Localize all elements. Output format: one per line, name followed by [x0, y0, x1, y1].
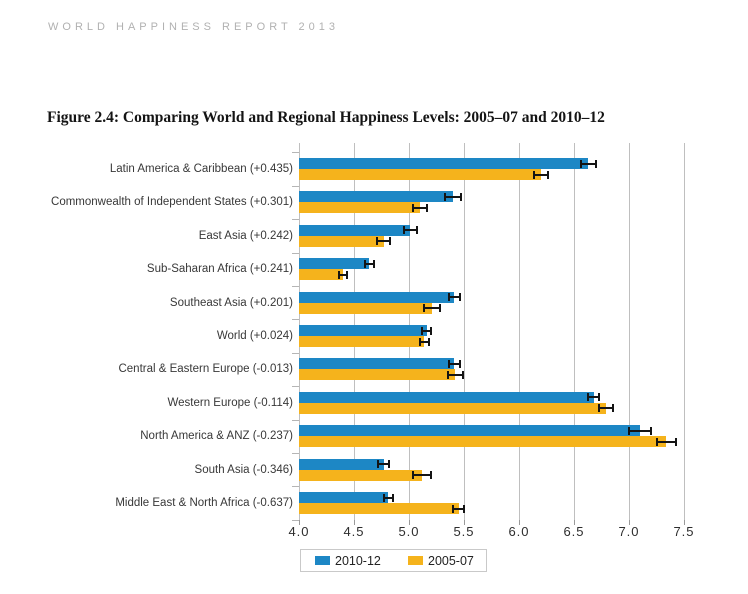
error-bar-cap	[650, 427, 652, 435]
gridline	[519, 143, 520, 520]
bar-2005-07	[299, 436, 666, 447]
category-boundary-tick	[292, 186, 299, 187]
x-axis-tick-label: 5.0	[398, 524, 420, 539]
x-axis-tick-label: 6.0	[508, 524, 530, 539]
legend-label: 2005-07	[428, 553, 474, 568]
category-boundary-tick	[292, 253, 299, 254]
x-axis-tick-label: 7.0	[618, 524, 640, 539]
legend-swatch-2005-07	[408, 556, 423, 565]
legend-item-2010-12	[315, 550, 381, 571]
error-bar-cap	[428, 338, 430, 346]
error-bar-cap	[595, 160, 597, 168]
bar-2005-07	[299, 202, 420, 213]
error-bar-cap	[377, 460, 379, 468]
category-label: World (+0.024)	[216, 330, 293, 342]
x-axis-tick-label: 6.5	[563, 524, 585, 539]
bar-2005-07	[299, 269, 343, 280]
legend-label: 2010-12	[335, 553, 381, 568]
gridline	[464, 143, 465, 520]
error-bar-cap	[392, 494, 394, 502]
error-bar-cap	[463, 505, 465, 513]
category-label: Central & Eastern Europe (-0.013)	[118, 363, 293, 376]
bar-2010-12	[299, 459, 384, 470]
bar-2010-12	[299, 325, 427, 336]
error-bar-cap	[460, 193, 462, 201]
category-label: Sub-Saharan Africa (+0.241)	[146, 263, 293, 276]
error-bar	[599, 407, 612, 409]
error-bar-cap	[587, 393, 589, 401]
gridline	[629, 143, 630, 520]
category-boundary-tick	[292, 152, 299, 153]
error-bar-cap	[462, 371, 464, 379]
error-bar-cap	[388, 460, 390, 468]
error-bar-cap	[439, 304, 441, 312]
category-label: East Asia (+0.242)	[198, 229, 293, 242]
error-bar-cap	[364, 260, 366, 268]
category-label: South Asia (-0.346)	[194, 463, 293, 476]
category-boundary-tick	[292, 453, 299, 454]
error-bar-cap	[423, 304, 425, 312]
error-bar	[534, 174, 547, 176]
error-bar-cap	[338, 271, 340, 279]
bar-2005-07	[299, 236, 384, 247]
bar-2005-07	[299, 470, 422, 481]
category-boundary-tick	[292, 420, 299, 421]
error-bar-cap	[416, 226, 418, 234]
error-bar	[657, 441, 677, 443]
error-bar-cap	[612, 404, 614, 412]
x-axis-tick-label: 5.5	[453, 524, 475, 539]
error-bar	[413, 207, 426, 209]
figure-title: Figure 2.4: Comparing World and Regional Happiness Levels: 2005–07 and 2010–12	[47, 109, 605, 126]
error-bar-cap	[580, 160, 582, 168]
bar-2005-07	[299, 303, 432, 314]
bar-2010-12	[299, 358, 454, 369]
error-bar	[581, 163, 596, 165]
error-bar-cap	[376, 237, 378, 245]
x-axis-tick-label: 4.0	[288, 524, 310, 539]
error-bar	[424, 307, 439, 309]
bar-2005-07	[299, 403, 606, 414]
error-bar-cap	[547, 171, 549, 179]
gridline	[574, 143, 575, 520]
bar-2010-12	[299, 425, 640, 436]
bar-2010-12	[299, 258, 369, 269]
error-bar	[377, 240, 390, 242]
error-bar-cap	[533, 171, 535, 179]
error-bar-cap	[656, 438, 658, 446]
error-bar-cap	[373, 260, 375, 268]
x-axis-tick-label: 4.5	[343, 524, 365, 539]
bar-2005-07	[299, 503, 459, 514]
category-label: Western Europe (-0.114)	[167, 396, 293, 409]
category-label: Commonwealth of Independent States (+0.301)	[51, 196, 293, 209]
error-bar	[629, 430, 651, 432]
error-bar-cap	[421, 327, 423, 335]
category-boundary-tick	[292, 353, 299, 354]
gridline	[684, 143, 685, 520]
bar-2010-12	[299, 292, 454, 303]
category-boundary-tick	[292, 520, 299, 521]
error-bar-cap	[430, 327, 432, 335]
error-bar-cap	[448, 360, 450, 368]
category-boundary-tick	[292, 319, 299, 320]
x-axis-tick-label: 7.5	[673, 524, 695, 539]
category-label: Latin America & Caribbean (+0.435)	[109, 163, 293, 175]
error-bar-cap	[412, 471, 414, 479]
category-boundary-tick	[292, 286, 299, 287]
bar-2005-07	[299, 369, 455, 380]
category-label: Southeast Asia (+0.201)	[169, 296, 293, 309]
bar-2010-12	[299, 225, 410, 236]
error-bar-cap	[403, 226, 405, 234]
error-bar-cap	[426, 204, 428, 212]
bar-2010-12	[299, 158, 588, 169]
bar-2005-07	[299, 169, 541, 180]
error-bar-cap	[447, 371, 449, 379]
bar-2010-12	[299, 191, 453, 202]
error-bar-cap	[598, 404, 600, 412]
error-bar-cap	[628, 427, 630, 435]
report-header: WORLD HAPPINESS REPORT 2013	[48, 21, 339, 33]
error-bar-cap	[448, 293, 450, 301]
error-bar-cap	[419, 338, 421, 346]
error-bar-cap	[430, 471, 432, 479]
error-bar-cap	[346, 271, 348, 279]
legend-swatch-2010-12	[315, 556, 330, 565]
error-bar-cap	[452, 505, 454, 513]
bar-2010-12	[299, 492, 388, 503]
error-bar-cap	[459, 293, 461, 301]
error-bar-cap	[389, 237, 391, 245]
error-bar-cap	[598, 393, 600, 401]
category-boundary-tick	[292, 386, 299, 387]
legend-item-2005-07	[408, 550, 474, 571]
error-bar-cap	[459, 360, 461, 368]
error-bar-cap	[412, 204, 414, 212]
error-bar	[445, 196, 460, 198]
error-bar-cap	[444, 193, 446, 201]
error-bar	[448, 374, 463, 376]
category-label: Middle East & North Africa (-0.637)	[115, 497, 293, 509]
chart-legend	[300, 549, 487, 572]
error-bar-cap	[383, 494, 385, 502]
error-bar-cap	[675, 438, 677, 446]
category-boundary-tick	[292, 219, 299, 220]
bar-2010-12	[299, 392, 594, 403]
category-label: North America & ANZ (-0.237)	[140, 430, 293, 443]
category-boundary-tick	[292, 486, 299, 487]
error-bar	[413, 474, 431, 476]
bar-2005-07	[299, 336, 424, 347]
